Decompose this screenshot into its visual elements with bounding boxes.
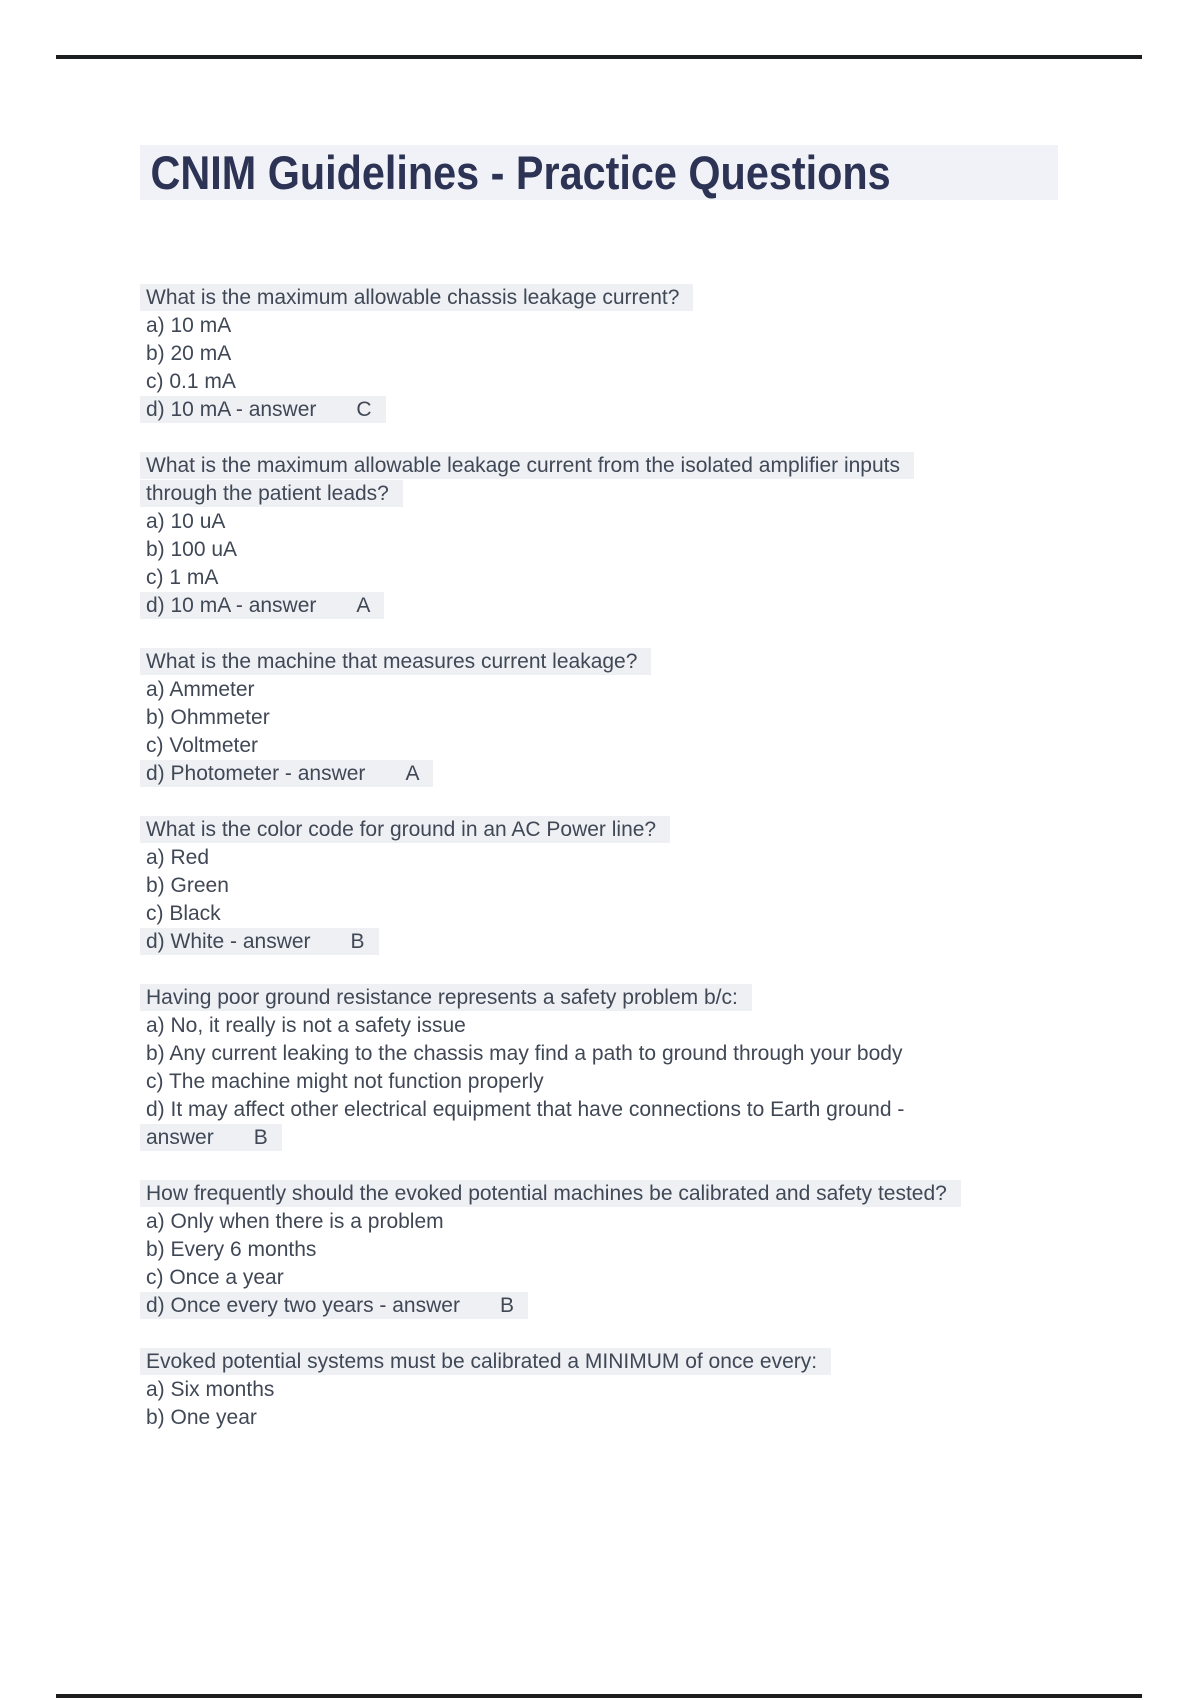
option-line: a) Only when there is a problem: [146, 1210, 444, 1233]
option-line: a) 10 mA: [146, 314, 232, 337]
option-line: b) One year: [146, 1406, 257, 1429]
answer-letter: A: [405, 762, 420, 785]
option-line: b) Ohmmeter: [146, 706, 270, 729]
answer-gap: [214, 1143, 254, 1144]
question-block: [146, 648, 1156, 788]
question-block: [146, 1180, 1156, 1320]
option-line: a) 10 uA: [146, 510, 226, 533]
option-line: a) Red: [146, 846, 210, 869]
question-line: Evoked potential systems must be calibrated a MINIMUM of once every:: [146, 1348, 1156, 1376]
answer-gap: [460, 1311, 500, 1312]
page-title: CNIM Guidelines - Practice Questions: [150, 146, 891, 199]
answer-gap: [311, 947, 351, 948]
option-line: a) Six months: [146, 1378, 275, 1401]
answer-line: d) Once every two years - answer B: [146, 1292, 1156, 1320]
question-block: [146, 816, 1156, 956]
option-line: c) The machine might not function properly: [146, 1070, 544, 1093]
answer-gap: [365, 779, 405, 780]
option-line: c) 0.1 mA: [146, 370, 236, 393]
answer-letter: A: [356, 594, 371, 617]
option-line: c) Once a year: [146, 1266, 284, 1289]
answer-line: d) White - answer B: [146, 928, 1156, 956]
option-line: b) Green: [146, 874, 229, 897]
option-line: c) 1 mA: [146, 566, 219, 589]
question-block: [146, 452, 1156, 620]
option-line: a) No, it really is not a safety issue: [146, 1014, 466, 1037]
answer-line: answer B: [146, 1124, 1156, 1152]
question-block: [146, 984, 1156, 1152]
option-line: c) Voltmeter: [146, 734, 259, 757]
bottom-rule: [56, 1694, 1142, 1698]
answer-letter: B: [499, 1294, 514, 1317]
question-block: [146, 1348, 1156, 1432]
option-line: b) Any current leaking to the chassis may find a path to ground through your body: [146, 1042, 903, 1065]
answer-letter: B: [350, 930, 365, 953]
option-line: b) Every 6 months: [146, 1238, 317, 1261]
title-highlight: [140, 145, 1058, 200]
answer-letter: B: [253, 1126, 268, 1149]
option-line: b) 100 uA: [146, 538, 238, 561]
answer-line: d) 10 mA - answer A: [146, 592, 1156, 620]
question-line: Having poor ground resistance represents a safety problem b/c:: [146, 984, 1156, 1012]
questions-container: [146, 284, 1156, 1460]
question-block: [146, 284, 1156, 424]
question-line: What is the machine that measures current leakage?: [146, 648, 1156, 676]
answer-letter: C: [356, 398, 372, 421]
answer-line: d) 10 mA - answer C: [146, 396, 1156, 424]
option-line: d) It may affect other electrical equipment that have connections to Earth ground -: [146, 1098, 905, 1121]
answer-line: d) Photometer - answer A: [146, 760, 1156, 788]
top-rule: [56, 55, 1142, 59]
question-line: What is the maximum allowable leakage current from the isolated amplifier inputs: [146, 452, 1156, 480]
question-line: What is the color code for ground in an AC Power line?: [146, 816, 1156, 844]
question-line: through the patient leads?: [146, 480, 1156, 508]
option-line: b) 20 mA: [146, 342, 232, 365]
question-line: How frequently should the evoked potential machines be calibrated and safety tested?: [146, 1180, 1156, 1208]
answer-gap: [316, 415, 356, 416]
option-line: c) Black: [146, 902, 221, 925]
answer-gap: [316, 611, 356, 612]
option-line: a) Ammeter: [146, 678, 255, 701]
question-line: What is the maximum allowable chassis leakage current?: [146, 284, 1156, 312]
